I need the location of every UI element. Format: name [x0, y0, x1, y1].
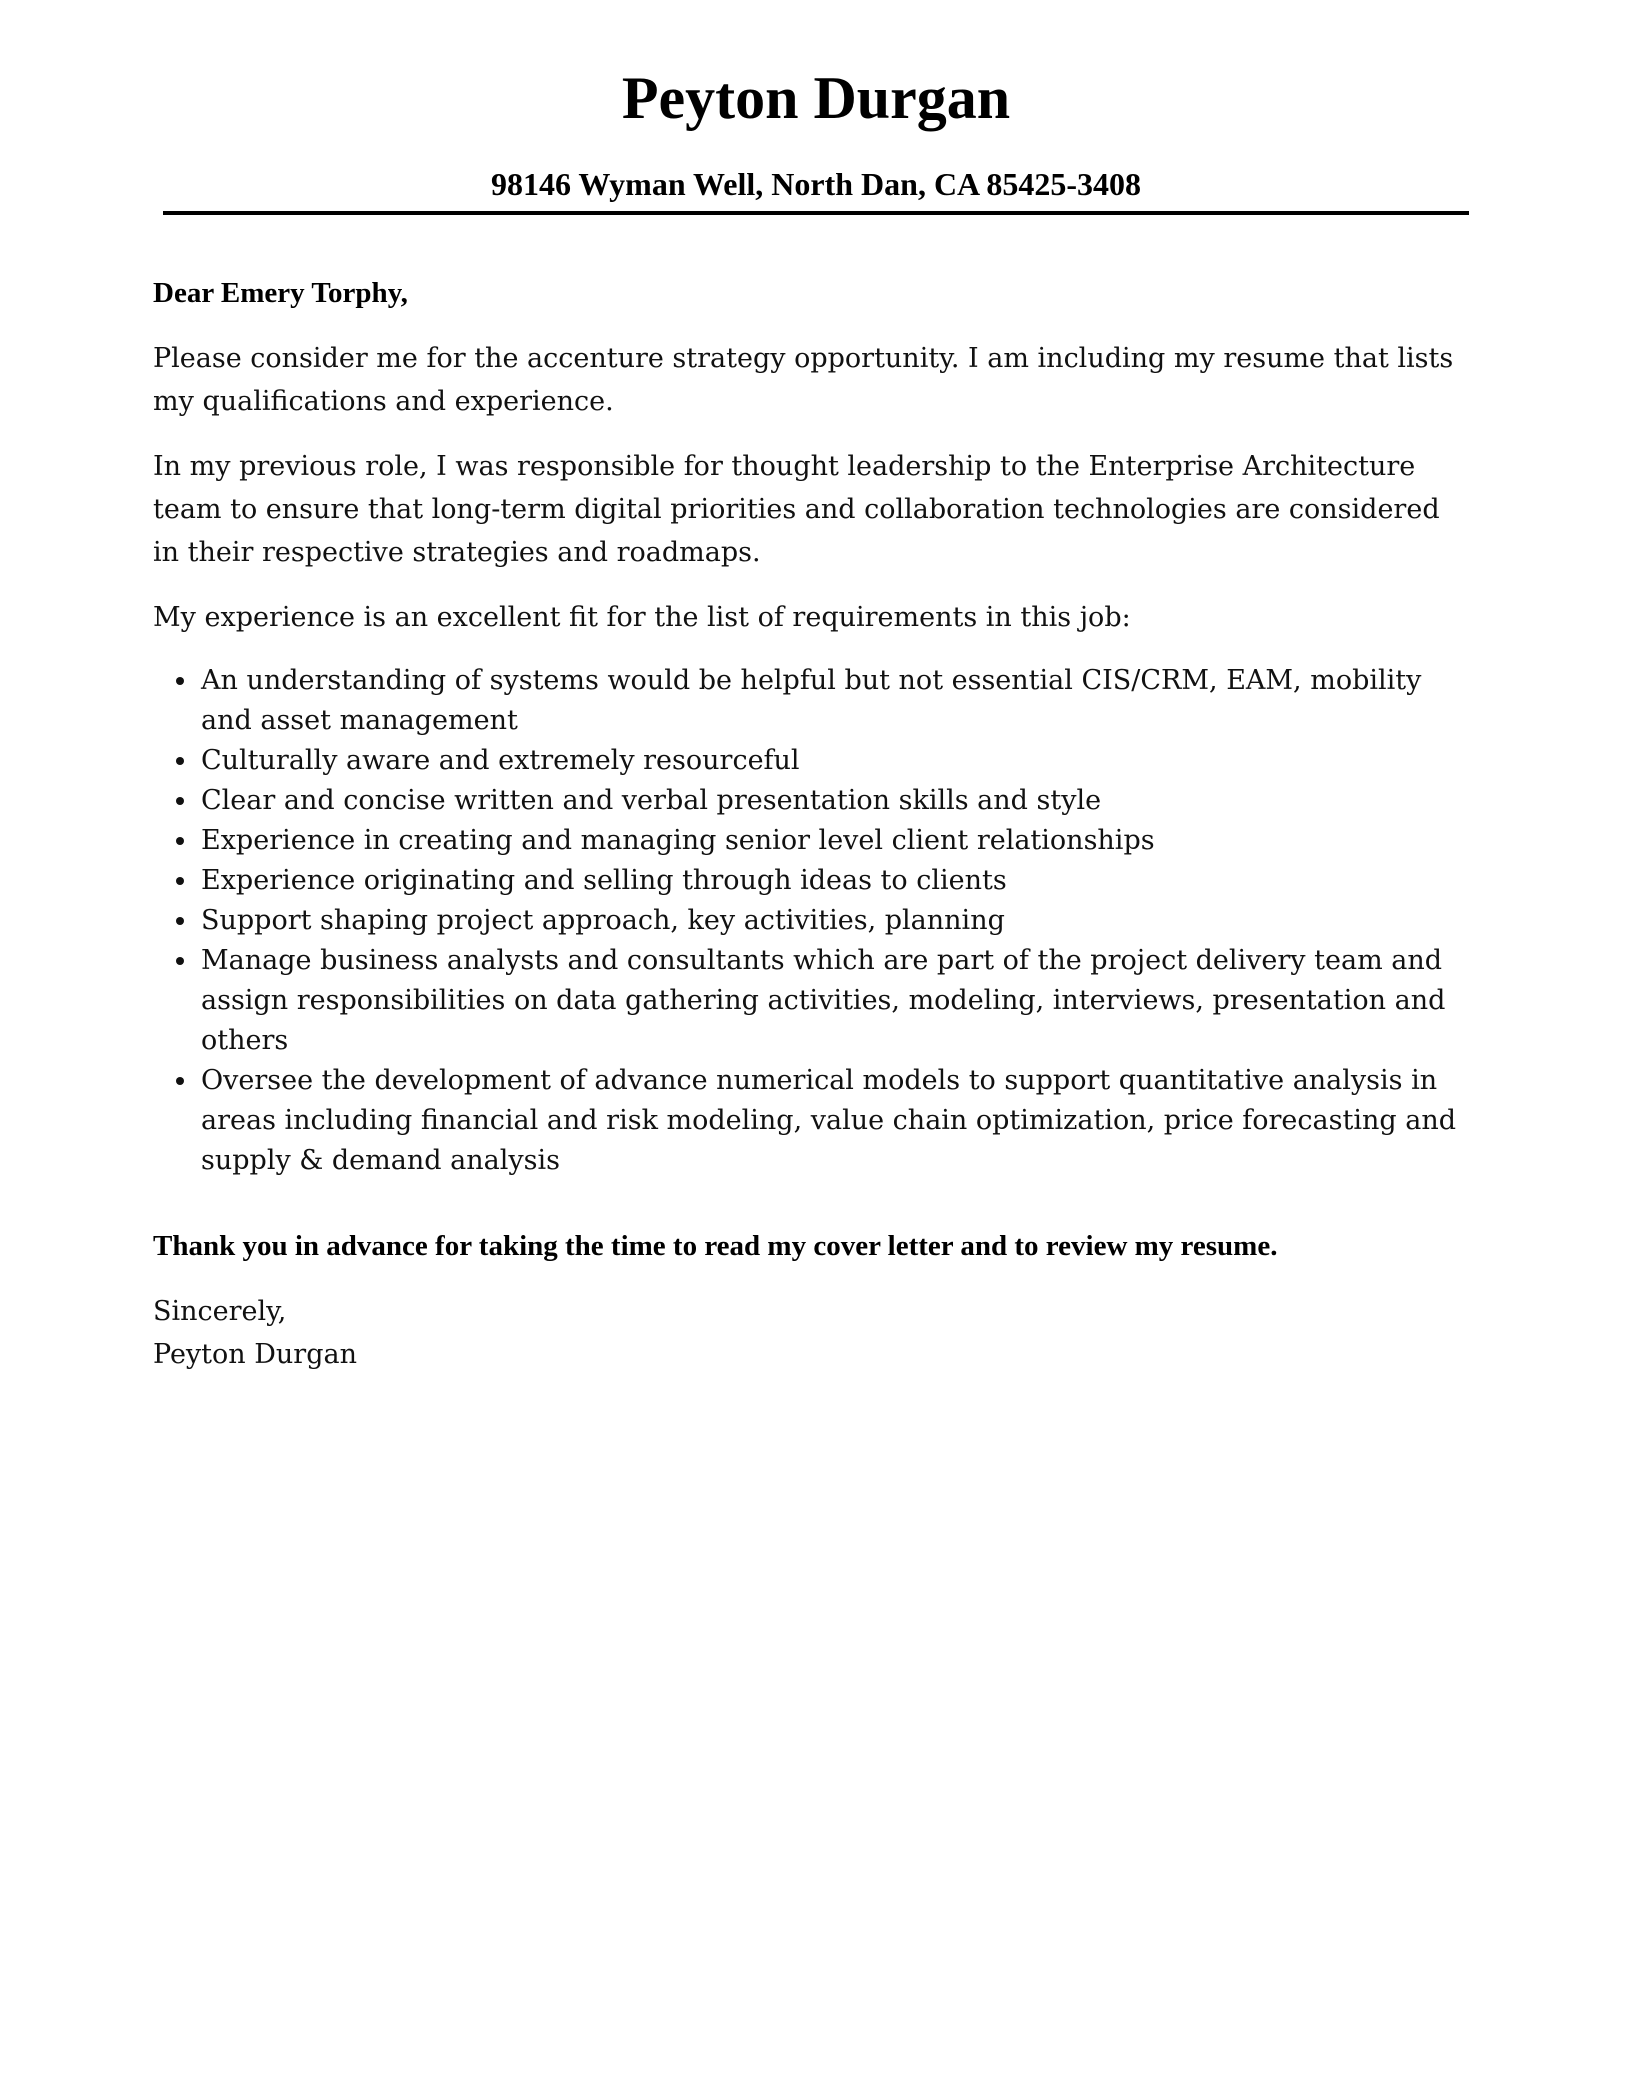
- salutation: Dear Emery Torphy,: [153, 277, 408, 309]
- requirements-list: [153, 661, 1473, 1181]
- header-name: Peyton Durgan: [621, 65, 1011, 131]
- letter-body: [153, 272, 1473, 1376]
- list-item: Culturally aware and extremely resourceful: [201, 741, 1473, 781]
- signoff: Sincerely,: [153, 1296, 287, 1327]
- closing-statement: Thank you in advance for taking the time to read my cover letter and to review my resume.: [153, 1230, 1278, 1262]
- list-item: Experience in creating and managing senior level client relationships: [201, 821, 1473, 861]
- signature-name: Peyton Durgan: [153, 1339, 357, 1370]
- list-item: An understanding of systems would be helpful but not essential CIS/CRM, EAM, mobility and asset management: [201, 661, 1473, 741]
- paragraph-requirements-intro: My experience is an excellent fit for the list of requirements in this job:: [153, 602, 1131, 633]
- list-item: Clear and concise written and verbal presentation skills and style: [201, 781, 1473, 821]
- paragraph-intro: Please consider me for the accenture strategy opportunity. I am including my resume that lists my qualifications and experience.: [153, 343, 1454, 417]
- list-item: Experience originating and selling through ideas to clients: [201, 861, 1473, 901]
- header-address: 98146 Wyman Well, North Dan, CA 85425-3408: [490, 166, 1142, 202]
- list-item: Oversee the development of advance numerical models to support quantitative analysis in areas including financial and risk modeling, value chain optimization, price forecasting and supply & demand analysis: [201, 1061, 1473, 1181]
- list-item: Manage business analysts and consultants which are part of the project delivery team and assign responsibilities on data gathering activities, modeling, interviews, presentation and others: [201, 941, 1473, 1061]
- paragraph-previous-role: In my previous role, I was responsible for thought leadership to the Enterprise Architecture team to ensure that long-term digital priorities and collaboration technologies are considered in their respective strategies and roadmaps.: [153, 451, 1440, 568]
- header-divider: [163, 211, 1469, 215]
- list-item: Support shaping project approach, key activities, planning: [201, 901, 1473, 941]
